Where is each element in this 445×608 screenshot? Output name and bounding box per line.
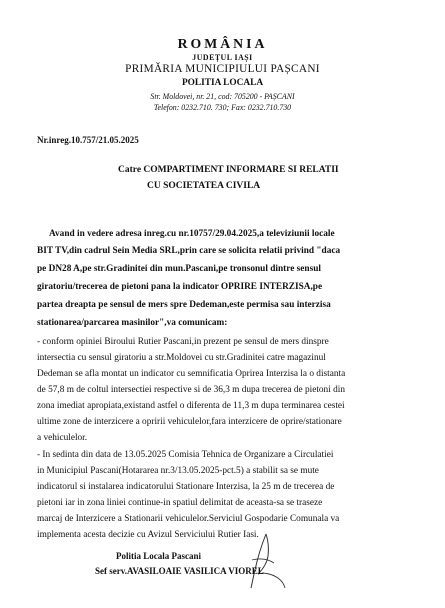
handwritten-signature: [238, 530, 298, 592]
intro-line: giratoriu/trecerea de pietoni pana la indicator OPRIRE INTERZISA,pe: [37, 282, 323, 292]
registration-number: Nr.inreg.10.757/21.05.2025: [37, 135, 139, 145]
header-country: ROMÂNIA: [177, 36, 268, 51]
paragraph-2-line: implementa acesta decizie cu Avizul Serviciului Rutier Iasi.: [37, 530, 259, 540]
signature-name: Sef serv.AVASILOAIE VASILICA VIOREL: [95, 566, 264, 576]
intro-line: stationarea/parcarea masinilor",va comunicam:: [37, 318, 228, 328]
paragraph-1-line: zona imediat apropiata,existand astfel o diferenta de 11,3 m dupa terminarea cestei: [37, 401, 345, 411]
header-county: JUDEȚUL IAȘI: [192, 53, 253, 62]
header-institution: PRIMĂRIA MUNICIPIULUI PAȘCANI: [125, 63, 320, 75]
paragraph-2-line: marcaj de Interzicere a Stationarii vehiculelor.Serviciul Gospodarie Comunala va: [37, 514, 340, 524]
intro-line: Avand in vedere adresa inreg.cu nr.10757/29.04.2025,a televiziunii locale: [49, 229, 335, 239]
paragraph-1-line: intersectia cu sensul giratoriu a str.Moldovei cu str.Gradinitei catre magazinul: [37, 353, 326, 363]
paragraph-1-line: a vehiculelor.: [37, 433, 88, 443]
paragraph-2-line: indicatorul si instalarea indicatorului Stationare Interzisa, la 25 m de trecerea de: [37, 482, 335, 492]
recipient-line-2: CU SOCIETATEA CIVILA: [147, 181, 261, 191]
header-address: Str. Moldovei, nr. 21, cod: 705200 - PAȘCANI: [150, 92, 295, 101]
paragraph-1-line: - conform opiniei Biroului Rutier Pascani,in prezent pe sensul de mers dinspre: [37, 337, 329, 347]
paragraph-2-line: pietoni iar in zona liniei continue-in spatiul delimitat de aceasta-sa se traseze: [37, 498, 323, 508]
paragraph-1-line: de 57,8 m de coltul intersectiei respective si de 36,3 m dupa trecerea de pietoni din: [37, 385, 345, 395]
paragraph-1-line: ultime zone de interzicere a opririi vehiculelor,fara interzicere de oprire/stationare: [37, 417, 342, 427]
intro-line: BIT TV,din cadrul Sein Media SRL,prin care se solicita relatii privind "daca: [37, 246, 341, 256]
paragraph-2-line: in Municipiul Pascani(Hotararea nr.3/13.05.2025-pct.5) a stabilit sa se mute: [37, 466, 319, 476]
intro-line: partea dreapta pe sensul de mers spre Dedeman,este permisa sau interzisa: [37, 300, 331, 310]
header-contact: Telefon: 0232.710. 730; Fax: 0232.710.730: [153, 103, 292, 112]
recipient-line-1: Catre COMPARTIMENT INFORMARE SI RELATII: [118, 165, 339, 175]
intro-line: pe DN28 A,pe str.Gradinitei din mun.Pascani,pe tronsonul dintre sensul: [37, 264, 321, 274]
header-department: POLITIA LOCALA: [181, 78, 264, 88]
paragraph-2-line: - In sedinta din data de 13.05.2025 Comisia Tehnica de Organizare a Circulatiei: [37, 450, 334, 460]
paragraph-1-line: Dedeman se afla montat un indicator cu semnificatia Oprirea Interzisa la o distanta: [37, 369, 346, 379]
signature-institution: Politia Locala Pascani: [116, 551, 201, 561]
